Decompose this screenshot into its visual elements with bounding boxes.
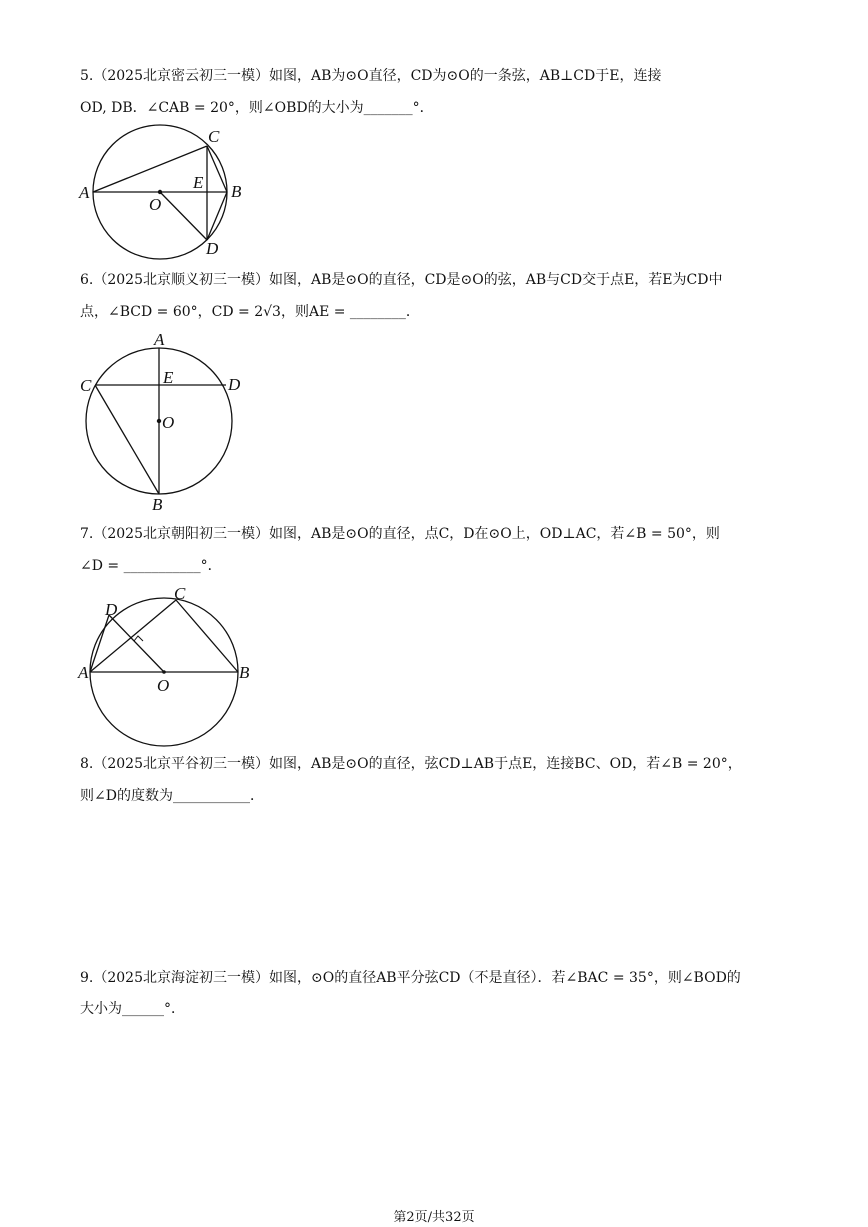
fig7-label-d: D — [105, 600, 118, 619]
fig7-label-c: C — [174, 584, 186, 603]
fig7-label-o: O — [157, 676, 170, 695]
problem-5-line-1: 5.（2025北京密云初三一模）如图，AB为⊙O直径，CD为⊙O的一条弦，AB⊥CD于E，连接 — [80, 68, 662, 84]
fig6-label-d: D — [228, 375, 241, 394]
problem-8-line-1: 8.（2025北京平谷初三一模）如图，AB是⊙O的直径，弦CD⊥AB于点E，连接BC、OD，若∠B = 20°， — [80, 756, 742, 772]
fig6-label-a: A — [154, 332, 165, 349]
problem-9-line-2: 大小为______°． — [80, 1001, 185, 1017]
fig5-label-c: C — [208, 127, 220, 146]
fig6-label-e: E — [163, 368, 174, 387]
figure-problem-6 — [76, 332, 256, 514]
fig5-label-o: O — [149, 195, 162, 214]
problem-7-line-1: 7.（2025北京朝阳初三一模）如图，AB是⊙O的直径，点C，D在⊙O上，OD⊥AC，若∠B = 50°，则 — [80, 526, 720, 542]
fig5-label-e: E — [193, 173, 204, 192]
problem-9-line-1: 9.（2025北京海淀初三一模）如图，⊙O的直径AB平分弦CD（不是直径）．若∠BAC = 35°，则∠BOD的 — [80, 970, 741, 986]
problem-7-line-2: ∠D = ___________°． — [80, 558, 222, 574]
figure-problem-5 — [76, 124, 256, 264]
page-footer: 第2页/共32页 — [393, 1210, 475, 1225]
figure-problem-7 — [76, 584, 256, 748]
problem-8-line-2: 则∠D的度数为___________． — [80, 788, 264, 804]
fig7-label-b: B — [239, 663, 250, 682]
fig5-label-a: A — [79, 183, 90, 202]
fig6-label-b: B — [152, 495, 163, 514]
fig6-label-c: C — [80, 376, 92, 395]
problem-6-line-2: 点，∠BCD = 60°，CD = 2√3，则AE = ________． — [80, 304, 420, 320]
fig5-label-b: B — [231, 182, 242, 201]
problem-5-line-2: OD, DB．∠CAB = 20°，则∠OBD的大小为_______°． — [80, 100, 434, 116]
fig5-label-d: D — [206, 239, 219, 258]
fig7-label-a: A — [78, 663, 89, 682]
problem-6-line-1: 6.（2025北京顺义初三一模）如图，AB是⊙O的直径，CD是⊙O的弦，AB与CD交于点E，若E为CD中 — [80, 272, 723, 288]
fig6-label-o: O — [162, 413, 175, 432]
